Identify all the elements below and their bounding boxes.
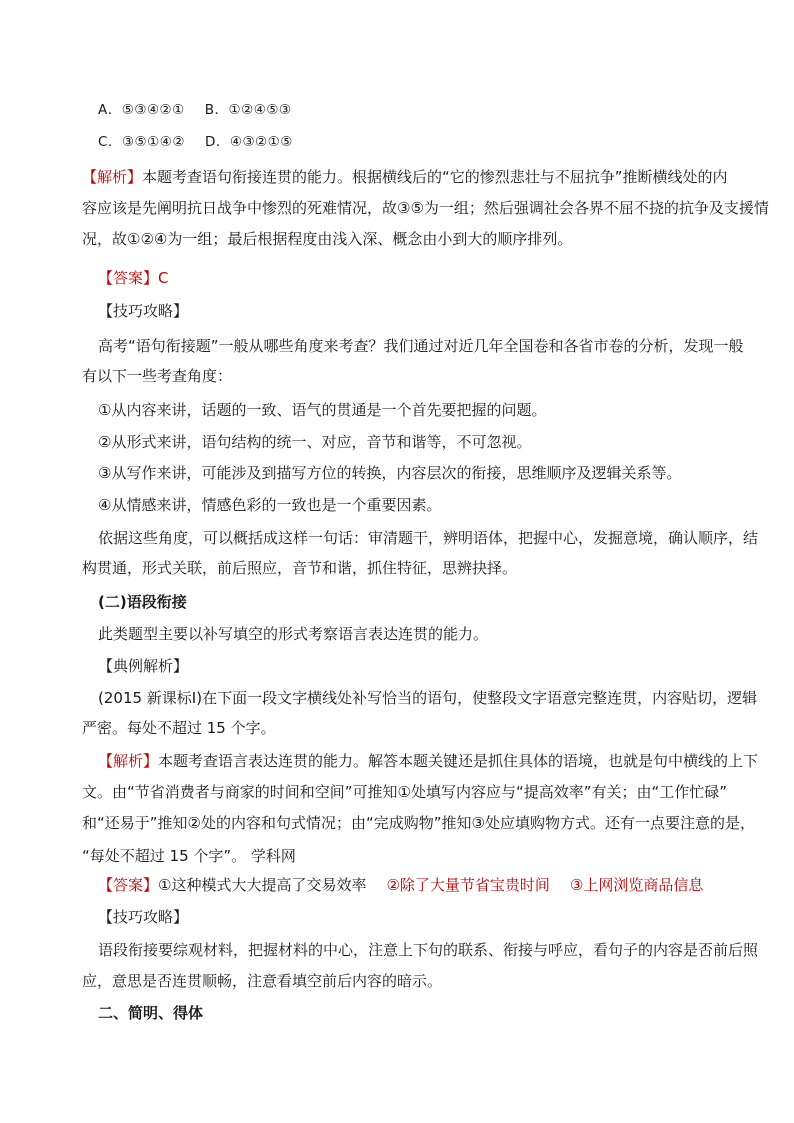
analysis-tag: 【解析】 — [82, 168, 143, 186]
section-heading-concise-appropriate: 二、简明、得体 — [98, 1004, 204, 1022]
answer-2 — [98, 875, 703, 895]
answer-value: C — [158, 269, 169, 287]
options-row-2 — [98, 132, 293, 152]
option-b: B．①②④⑤③ — [204, 102, 292, 118]
tips-item-1: ①从内容来讲，话题的一致、语气的贯通是一个首先要把握的问题。 — [98, 401, 547, 419]
tips-summary-line-1: 依据这些角度，可以概括成这样一句话：审清题干，辨明语体，把握中心，发掘意境，确认顺序，结 — [98, 529, 759, 547]
tips-summary-line-2: 构贯通，形式关联，前后照应，音节和谐，抓住特征，思辨抉择。 — [82, 559, 518, 577]
answer-item-1: ①这种模式大大提高了交易效率 — [158, 876, 367, 894]
tips-heading: 【技巧攻略】 — [98, 302, 189, 320]
option-d: D．④③②①⑤ — [204, 134, 293, 150]
section-description: 此类题型主要以补写填空的形式考察语言表达连贯的能力。 — [98, 625, 489, 643]
tips-item-2: ②从形式来讲，语句结构的统一、对应，音节和谐等，不可忽视。 — [98, 433, 532, 451]
analysis-tag: 【解析】 — [98, 752, 159, 770]
analysis-2-line-2: 文。由“节省消费者与商家的时间和空间”可推知①处填写内容应与“提高效率”有关；由“工作忙碌” — [82, 783, 728, 801]
tips-paragraph-line-2: 有以下一些考查角度： — [82, 367, 233, 385]
analysis-1-line-1 — [82, 167, 728, 187]
analysis-2-line-1 — [98, 751, 758, 771]
answer-1 — [98, 268, 169, 288]
analysis-1-line-2: 容应该是先阐明抗日战争中惨烈的死难情况，故③⑤为一组；然后强调社会各界不屈不挠的抗争及支援情 — [82, 199, 769, 217]
analysis-text: 本题考查语言表达连贯的能力。解答本题关键还是抓住具体的语境，也就是句中横线的上下 — [158, 752, 759, 770]
answer-tag: 【答案】 — [98, 876, 159, 894]
example-question-line-1: (2015 新课标Ⅰ)在下面一段文字横线处补写恰当的语句，使整段文字语意完整连贯，内容贴切，逻辑 — [98, 689, 758, 707]
answer-item-3: ③上网浏览商品信息 — [569, 876, 704, 894]
tips-paragraph-line-1: 高考“语句衔接题”一般从哪些角度来考查？我们通过对近几年全国卷和各省市卷的分析，发现一般 — [98, 337, 744, 355]
answer-tag: 【答案】 — [98, 269, 159, 287]
option-c: C．③⑤①④② — [98, 134, 185, 150]
tips-item-3: ③从写作来讲，可能涉及到描写方位的转换，内容层次的衔接，思维顺序及逻辑关系等。 — [98, 464, 682, 482]
answer-item-2: ②除了大量节省宝贵时间 — [386, 876, 550, 894]
tips-2-heading: 【技巧攻略】 — [98, 908, 189, 926]
tips-2-line-1: 语段衔接要综观材料，把握材料的中心，注意上下句的联系、衔接与呼应，看句子的内容是否前后照 — [98, 941, 759, 959]
example-question-line-2: 严密。每处不超过 15 个字。 — [82, 719, 276, 737]
analysis-2-line-3: 和“还易于”推知②处的内容和句式情况；由“完成购物”推知③处应填购物方式。还有一点要注意的是， — [82, 814, 755, 832]
options-row-1 — [98, 100, 292, 120]
example-heading: 【典例解析】 — [98, 657, 189, 675]
section-heading-paragraph-cohesion: (二)语段衔接 — [98, 593, 187, 611]
option-a: A．⑤③④②① — [98, 102, 185, 118]
tips-2-line-2: 应，意思是否连贯顺畅，注意看填空前后内容的暗示。 — [82, 972, 443, 990]
analysis-text: 本题考查语句衔接连贯的能力。根据横线后的“它的惨烈悲壮与不屈抗争”推断横线处的内 — [142, 168, 728, 186]
tips-item-4: ④从情感来讲，情感色彩的一致也是一个重要因素。 — [98, 496, 442, 514]
analysis-2-line-4: “每处不超过 15 个字”。 学科网 — [82, 847, 296, 865]
analysis-1-line-3: 况，故①②④为一组；最后根据程度由浅入深、概念由小到大的顺序排列。 — [82, 230, 573, 248]
